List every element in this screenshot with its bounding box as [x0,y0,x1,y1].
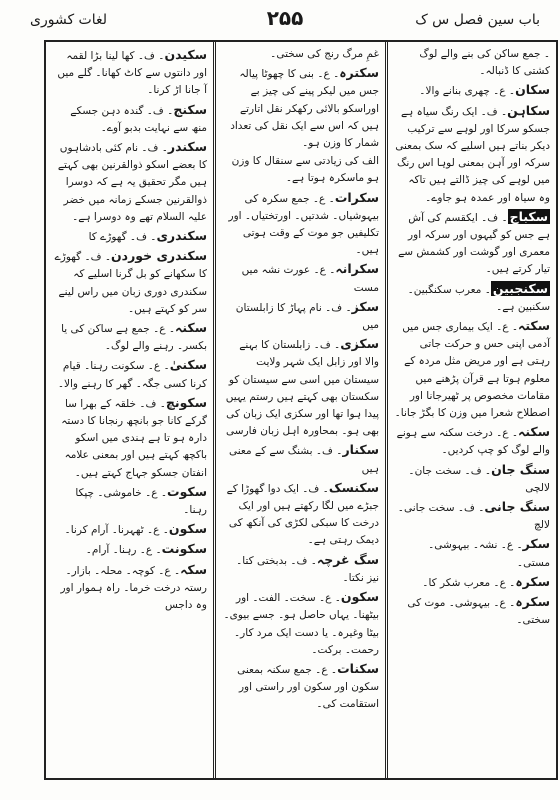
entry-definition: غمِ مرگ رنج کی سختی۔ [270,48,379,60]
dictionary-entry [222,479,379,550]
dictionary-entry [394,280,550,316]
dictionary-entry [394,423,550,459]
entry-headword: سکرہ [515,573,550,589]
entry-definition: ۔ ع۔ سکونت رہنا۔ قیام کرنا کسی جگہ۔ گھر کا رہنے والا۔ [57,360,207,390]
column-right [388,42,556,778]
entry-headword: سکہ [180,561,207,577]
dictionary-entry [394,573,550,592]
entry-definition: ۔ ع۔ کوچہ۔ محلہ۔ بازار۔ رستہ درخت خرما۔ راہ ہموار اور وہ داجس [60,564,207,612]
entry-headword: سکاہن [507,102,550,118]
entry-definition: ۔ ع۔ خاموشی۔ چپکا رہنا۔ [75,486,207,517]
entry-headword: سنگ جانی [484,499,550,515]
dictionary-entry [222,588,379,659]
entry-definition: ۔ ع۔ چھری بنانے والا۔ [419,85,516,98]
entry-definition: الف کی زیادتی سے سنقال کا وزن ہو ماسکرہ ہوتا ہے۔ [231,155,379,185]
entry-headword: سکان [515,82,550,98]
entry-headword: سکونچ [165,394,207,410]
dictionary-entry [394,46,550,80]
dictionary-entry [222,153,379,187]
entry-headword: سکونت [161,541,207,557]
dictionary-entry [394,461,550,497]
entry-definition: ۔ ف۔ کھا لینا بڑا لقمہ اور دانتوں سے کاٹ کھانا۔ گلے میں آ جانا اڑ کرنا۔ [57,50,207,97]
dictionary-entry [222,64,379,152]
entry-headword: سکزی [340,336,379,352]
dictionary-entry [394,208,550,279]
dictionary-entry [52,520,207,539]
entry-definition: ۔ ع۔ درخت سکنہ سے ہونے والے لوگ کو چپ کردیں۔ [396,427,550,457]
entry-headword: سکوت [167,483,207,499]
dictionary-entry [222,260,379,296]
chapter-title: باب سین فصل س ک [415,12,540,28]
dictionary-entry [52,319,207,355]
entry-definition: ۔ ع۔ جمع سکنہ بمعنی سکون اور سکون اور راستی اور استقامت کی۔ [237,663,379,711]
dictionary-entry [222,46,379,63]
entry-headword: سکتہ [518,318,550,334]
entry-headword: سنگ جان [491,461,550,477]
entry-headword: سگ غرچہ [316,551,379,567]
entry-definition: ۔ ع۔ عورت نشہ میں مست [241,264,379,294]
dictionary-entry [52,46,207,100]
dictionary-entry [222,551,379,587]
entry-definition: ۔ ف۔ خلقہ کے بھرا سا گرکے کانا جو بانچھ رنجانا کا دستہ دارہ ہو تا ہے ہندی میں اسکو باکچھ کہتے ہیں اور بمعنی علامہ انفتان جسکو جہاج کہتے ہیں۔ [61,397,207,479]
entry-headword: سکندری خوردن [110,248,207,264]
dictionary-entry [52,356,207,392]
dictionary-entry [394,498,550,534]
entry-headword: سکندر [167,139,207,155]
entry-headword: سکز [351,298,379,314]
entry-definition: ۔ ف۔ گھوڑے کا سکھانے کو بل گرنا اسلیے کہ سکندری دوری زبان میں راس لینے سر کو کہتے ہیں۔ [54,251,207,315]
entry-definition: ۔ ف۔ بشنگ سے کے معنی ہیں [228,445,379,475]
entry-headword: سکرہ [515,594,550,610]
dictionary-entry [222,298,379,334]
entry-headword: سکنات [337,660,379,676]
dictionary-entry [222,189,379,260]
column-left [46,42,216,778]
entry-definition: ۔ ف۔ سخت جان۔ لالچی [408,464,550,494]
entry-headword: سکباج [509,208,548,224]
entry-headword: سکنسک [328,479,379,495]
dictionary-entry [52,247,207,318]
dictionary-entry [394,535,550,571]
entry-headword: سکنجبین [492,280,548,296]
dictionary-entry [52,101,207,137]
entry-definition: ۔ ف۔ ایکقسم کی آش ہے جس کو گیہوں اور سرکہ اور معمری اور گوشت اور کشمش سے تیار کرتے ہیں۔ [398,211,550,276]
entry-headword: سکر [522,536,550,552]
entry-definition: ۔ ع۔ ایک بیماری جس میں آدمی اپنی حس و حرکت جاتی رہتی ہے اور مریض مثل مردہ کے معلوم ہوتا ہے قرآن پڑھنے میں مقامات مخصوص پر ٹھیرجانا اور اصطلاح شعرا میں وزن کا بگڑ جانا۔ [394,321,550,420]
entry-definition: ۔ ع۔ بیہوشی۔ موت کی سختی۔ [407,597,550,627]
entry-headword: سکنار [342,442,379,458]
columns-frame [44,40,558,780]
entry-definition: ۔ معرب سکنگبین۔ سکنبین ہے۔ [407,283,550,313]
entry-definition: ۔ ف۔ بدبختی کتا۔ نیز نکتا۔ [236,554,379,584]
entry-headword: سکنج [173,101,207,117]
book-title: لغات کشوری [30,12,108,28]
entry-headword: سکترہ [339,65,379,81]
page-number: ۲۵۵ [266,6,304,30]
entry-definition: ۔ ع۔ معرب شکر کا۔ [422,576,516,589]
dictionary-entry [52,540,207,559]
dictionary-entry [394,81,550,100]
entry-headword: سکرانہ [335,261,379,277]
entry-definition: ۔ ع۔ جمع سکرہ کی بیہوشیاں۔ شدتیں۔ اورتختیاں۔ اور تکلیفیں جو موت کے وقت ہوتی ہیں۔ [228,192,379,257]
column-middle [216,42,388,778]
dictionary-entry [52,561,207,615]
entry-definition: ۔ ع۔ بنی کا چھوٹا پیالہ جس میں لیکر پینے کی چیز بے اوراسکو بالائی رکھکر نقل اتارتے ہیں کہ اس سے ایک نقل کی تعداد شمار کا وزن ہو۔ [230,68,379,150]
dictionary-entry [222,441,379,477]
entry-definition: ۔ ف۔ نام پہاڑ کا زابلستان میں [235,301,379,332]
entry-headword: سکنہ [518,424,550,440]
entry-headword: سکرات [334,189,379,205]
dictionary-entry [52,138,207,226]
entry-headword: سکنیٰ [169,357,207,373]
entry-headword: سکندری [156,228,207,244]
entry-headword: سکیدن [164,47,207,62]
entry-definition: ۔ ع۔ سخت۔ الفت۔ اور بیٹھنا۔ یہاں حاصل ہو۔ جسے بیوی۔ بیٹا وغیرہ۔ یا دست ایک مرد کار۔ رحمت۔ برکت۔ [223,592,379,656]
entry-definition: ۔ ع۔ جمع ہے ساکن کی یا بکسر۔ رہنے والے لوگ۔ [61,323,207,353]
entry-headword: سکون [340,589,379,605]
entry-definition: ۔ ف۔ گندہ دہن جسکے منھ سے نہایت بدبو آوے۔ [70,104,207,134]
page-header [30,6,540,40]
entry-definition: ۔ ع۔ ٹھہرنا۔ آرام کرنا۔ [64,524,169,537]
dictionary-entry [394,317,550,422]
entry-definition: ۔ ف۔ ایک دوا گھوڑا کے جبڑے میں لگا رکھتے ہیں اور ایک درخت کا سبکی لکڑی کی آنکھ کی دیمک رہتی ہے۔ [226,482,379,547]
entry-definition: ۔ ف۔ گھوڑے کا [88,231,157,244]
dictionary-entry [222,335,379,440]
entry-definition: ۔ ف۔ سخت جانی۔ لالچ [397,502,550,532]
entry-definition: ۔ ف۔ زابلستان کا بہنے والا اور زابل ایک شہر ولایت سیستان میں اسی سے سیستان کو سکستان بھی کہتے ہیں رستم یہیں پیدا ہوا تھا اور سکزی ایک زبان کی بھی ہو۔ بمحاورہ اہل زبان فارسی [225,339,379,438]
dictionary-entry [394,102,550,207]
dictionary-entry [52,227,207,246]
dictionary-entry [52,394,207,482]
entry-headword: سکون [168,521,207,537]
dictionary-entry [52,483,207,519]
entry-definition: ۔ ف۔ ایک رنگ سیاہ ہے جسکو سرکا اور لوہے سے ترکیب دیکر بناتے ہیں اسلیے کہ سک بمعنی سرکہ اور آہن بمعنی لوہا اس رنگ میں لوہے کی چیز ڈالتے ہیں تاکہ وہ سیاہ اور عمدہ ہو جاوے۔ [395,105,550,204]
dictionary-entry [394,593,550,629]
entry-definition: ۔ جمع ساکن کی بنے والے لوگ کشتی کا ڈنبالہ۔ [419,48,550,78]
entry-definition: ۔ ف۔ نام کئی بادشاہوں کا بعضے اسکو ذوالقرنین بھی کہتے ہیں مگر تحقیق یہ ہے کہ دوسرا ذوالقرنین جسکے زمانہ میں خضر علیہ السلام تھے وہ دوسرا ہے۔ [57,142,207,223]
entry-headword: سکنہ [175,320,207,336]
dictionary-entry [222,660,379,714]
entry-definition: ۔ ع۔ رہنا۔ آرام۔ [85,544,162,557]
entry-definition: ۔ ع۔ نشہ۔ بیہوشی۔ مستی۔ [428,539,550,569]
